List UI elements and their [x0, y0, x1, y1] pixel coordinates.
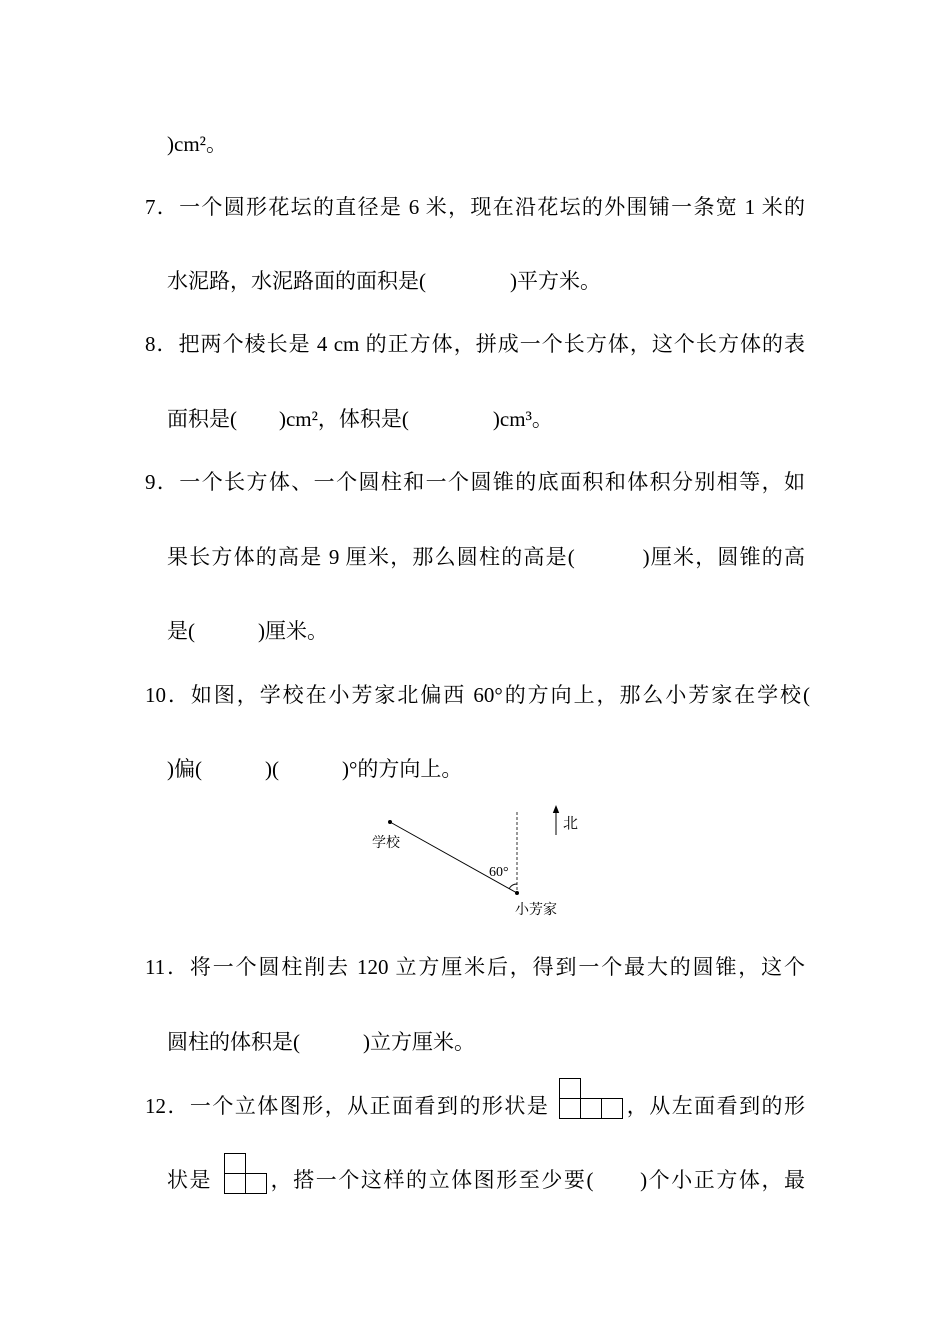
front-view-square — [601, 1098, 623, 1119]
q12-line-1-text-before: 12．一个立体图形，从正面看到的形状是 — [145, 1094, 550, 1118]
left-view-drawing — [224, 1153, 267, 1194]
q12-line-2-text-after: ，搭一个这样的立体图形至少要( )个小正方体，最 — [269, 1168, 806, 1192]
q9-line-2: 果长方体的高是 9 厘米，那么圆柱的高是( )厘米，圆锥的高 — [167, 545, 805, 569]
north-arrow-icon — [553, 805, 559, 835]
school-point — [388, 820, 392, 824]
left-view-square — [245, 1173, 267, 1194]
home-label: 小芳家 — [515, 903, 557, 918]
front-view-drawing — [559, 1078, 623, 1119]
q12-line-2-text-before: 状是 — [167, 1168, 213, 1192]
direction-diagram — [360, 800, 590, 925]
front-view-square — [559, 1098, 581, 1119]
q9-line-3: 是( )厘米。 — [167, 619, 328, 643]
q8-line-2: 面积是( )cm²，体积是( )cm³。 — [167, 407, 553, 431]
left-view-square — [224, 1153, 246, 1174]
q10-line-2: )偏( )( )°的方向上。 — [167, 757, 463, 781]
q11-line-2: 圆柱的体积是( )立方厘米。 — [167, 1030, 475, 1054]
q7-line-2: 水泥路，水泥路面的面积是( )平方米。 — [167, 269, 601, 293]
home-point — [515, 891, 519, 895]
q8-line-1: 8．把两个棱长是 4 cm 的正方体，拼成一个长方体，这个长方体的表 — [145, 332, 805, 356]
continuation-line: )cm²。 — [167, 132, 227, 156]
front-view-square — [559, 1078, 581, 1099]
q10-line-1: 10．如图，学校在小芳家北偏西 60°的方向上，那么小芳家在学校( — [145, 683, 810, 707]
q12-line-1-text-after: ，从左面看到的形 — [625, 1094, 806, 1118]
q12-line-2 — [167, 1166, 805, 1194]
left-view-square — [224, 1173, 246, 1194]
q12-line-1 — [145, 1092, 805, 1120]
school-label: 学校 — [372, 836, 400, 851]
front-view-square — [580, 1098, 602, 1119]
q11-line-1: 11．将一个圆柱削去 120 立方厘米后，得到一个最大的圆锥，这个 — [145, 955, 805, 979]
q7-line-1: 7．一个圆形花坛的直径是 6 米，现在沿花坛的外围铺一条宽 1 米的 — [145, 195, 805, 219]
angle-label: 60° — [489, 865, 509, 880]
q9-line-1: 9．一个长方体、一个圆柱和一个圆锥的底面积和体积分别相等，如 — [145, 470, 805, 494]
school-to-home-line — [390, 822, 517, 893]
north-label: 北 — [563, 816, 579, 832]
angle-arc — [509, 884, 517, 889]
